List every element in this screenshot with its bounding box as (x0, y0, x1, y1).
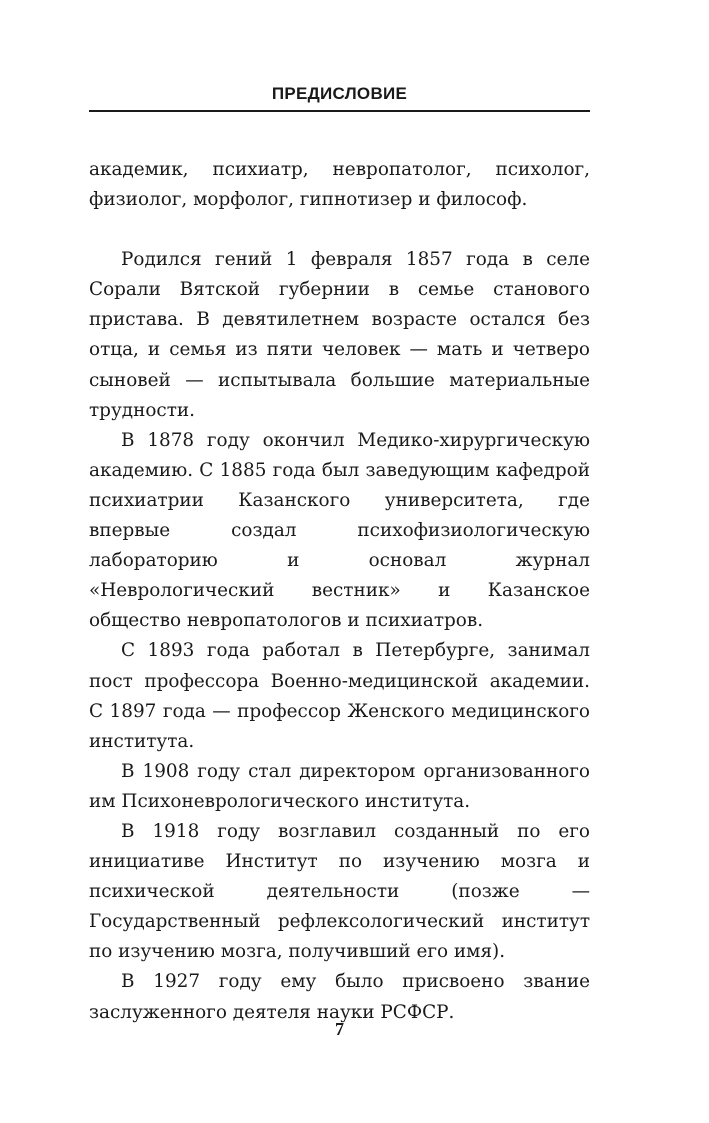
page-number: 7 (335, 1019, 344, 1039)
paragraph-brain-institute: В 1918 году возглавил созданный по его инициативе Институт по изучению мозга и психической деятельности (позже — Государственный рефлексологический институт по изучению мозга, получивший его имя). (89, 820, 590, 963)
header-rule (89, 110, 590, 112)
paragraph-institute: В 1908 году стал директором организованного им Психоневрологического института. (89, 760, 590, 812)
paragraph-education: В 1878 году окончил Медико-хирургическую академию. С 1885 года был заведующим кафедрой психиатрии Казанского университета, где впервые создал психофизиологическую лабораторию и основал журнал «Неврологический вестник» и Казанское общество невропатологов и психиатров. (89, 429, 590, 632)
paragraph-honor: В 1927 году ему было присвоено звание заслуженного деятеля науки РСФСР. (89, 971, 590, 1023)
paragraph-birth: Родился гений 1 февраля 1857 года в селе Сорали Вятской губернии в семье станового пристава. В девятилетнем возрасте остался без отца, и семья из пяти человек — мать и четверо сыновей — испытывала большие материальные трудности. (89, 249, 590, 421)
running-header: ПРЕДИСЛОВИЕ (271, 84, 408, 103)
paragraph-petersburg: С 1893 года работал в Петербурге, занимал пост профессора Военно-медицинской академии. С 1897 года — профессор Женского медицинского института. (89, 640, 590, 752)
body-text (89, 155, 590, 1028)
paragraph-continuation: академик, психиатр, невропатолог, психолог, физиолог, морфолог, гипнотизер и философ. (89, 159, 590, 211)
